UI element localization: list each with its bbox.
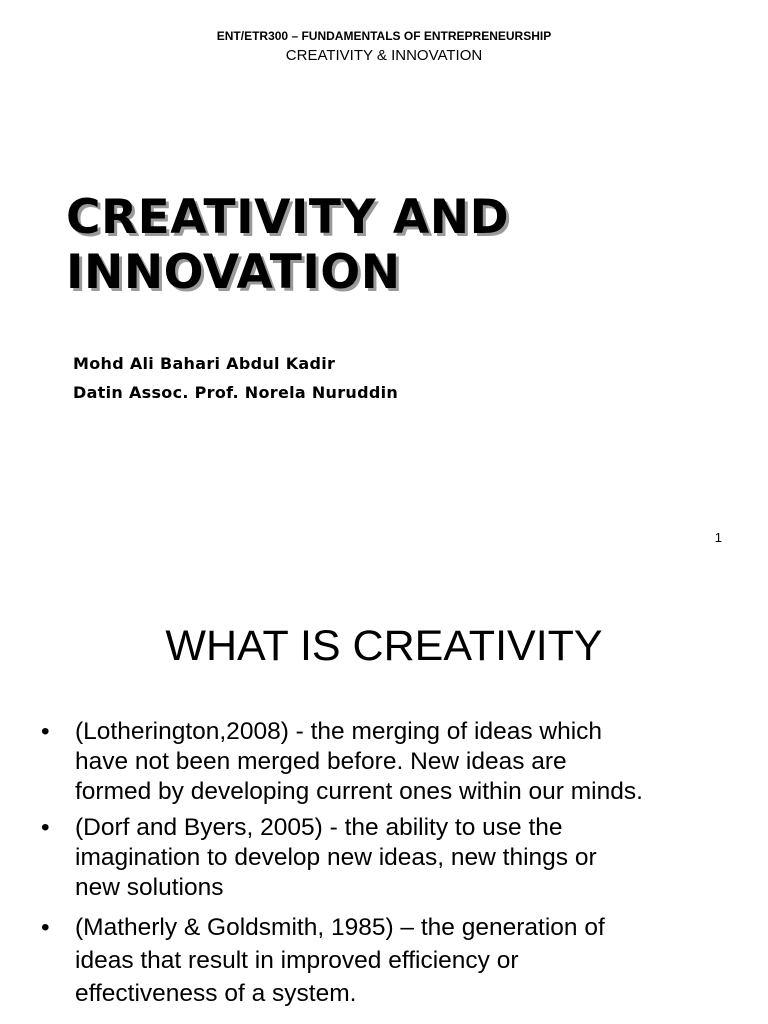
- bullet-icon: •: [41, 914, 50, 941]
- bullet-icon: •: [41, 814, 50, 841]
- section-heading: WHAT IS CREATIVITY: [165, 622, 603, 670]
- author-name: Mohd Ali Bahari Abdul Kadir: [73, 354, 336, 373]
- author-name: Datin Assoc. Prof. Norela Nuruddin: [73, 383, 399, 402]
- list-item-line: (Lotherington,2008) - the merging of ideas which: [75, 718, 603, 745]
- page-number: 1: [714, 530, 722, 545]
- author-list: [73, 349, 673, 407]
- topic-header: CREATIVITY & INNOVATION: [285, 47, 483, 64]
- list-item-line: formed by developing current ones within our minds.: [75, 778, 643, 805]
- list-item: [41, 717, 741, 807]
- list-item-line: new solutions: [75, 874, 224, 901]
- slide-title: [66, 190, 706, 300]
- list-item-line: (Dorf and Byers, 2005) - the ability to use the: [75, 814, 563, 841]
- list-item-line: have not been merged before. New ideas are: [75, 748, 567, 775]
- list-item-line: imagination to develop new ideas, new things or: [75, 844, 597, 871]
- list-item-line: ideas that result in improved efficiency or: [75, 947, 519, 974]
- list-item: [41, 813, 741, 903]
- list-item-line: effectiveness of a system.: [75, 980, 357, 1007]
- slide-title-line: INNOVATION: [66, 245, 401, 300]
- bullet-icon: •: [41, 718, 50, 745]
- list-item-line: (Matherly & Goldsmith, 1985) – the generation of: [75, 914, 605, 941]
- slide-title-line: CREATIVITY AND: [66, 190, 510, 245]
- list-item: [41, 911, 741, 1010]
- course-header: ENT/ETR300 – FUNDAMENTALS OF ENTREPRENEURSHIP: [216, 29, 552, 43]
- definition-list: [41, 717, 741, 1010]
